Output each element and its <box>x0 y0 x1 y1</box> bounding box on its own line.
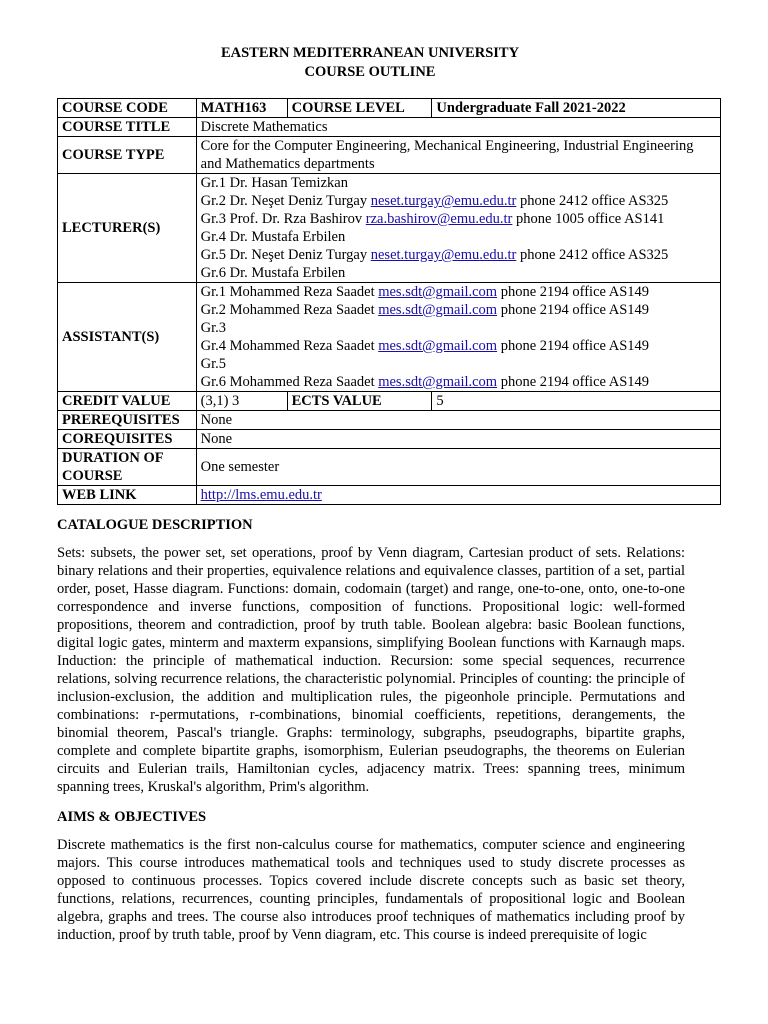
course-type-value <box>196 137 720 174</box>
row-course-title <box>58 118 721 137</box>
ects-value: 5 <box>432 392 721 411</box>
aims-heading: AIMS & OBJECTIVES <box>57 809 207 825</box>
course-outline-table <box>57 98 721 505</box>
assistants-label: ASSISTANT(S) <box>58 283 197 392</box>
lecturer-name: Gr.2 Dr. Neşet Deniz Turgay <box>200 193 371 209</box>
row-lecturers <box>58 174 721 283</box>
credit-value: (3,1) 3 <box>196 392 287 411</box>
lecturer-contact: phone 2412 office AS325 <box>516 247 669 263</box>
row-credit-value <box>58 392 721 411</box>
catalogue-text: Sets: subsets, the power set, set operations, proof by Venn diagram, Cartesian product of sets. Relations: binary relations and their properties, equivalence relations and equivalence classes, partition of a set, partial order, poset, Hasse diagram. Functions: domain, codomain (target) and range, one-to-one, onto, one-to-one correspondence and inverse functions, composition of functions. Propositional logic: well-formed propositions, theorem and contradiction, proof by truth table. Boolean algebra: basic Boolean functions, digital logic gates, minterm and maxterm expansions, simplifying Boolean functions with Karnaugh maps. Induction: the principle of mathematical induction. Recursion: some special sequences, recurrence relations, solving recurrence relations, the characteristic polynomial. Principles of counting: the principle of inclusion-exclusion, the addition and multiplication rules, the pigeonhole principle. Permutations and combinations: r-permutations, r-combinations, binomial coefficients, repetitions, derangements, the binomial theorem, Pascal's triangle. Graphs: terminology, subgraphs, pseudographs, bipartite graphs, complete and complete bipartite graphs, isomorphism, Eulerian pseudographs, the theorems on Eulerian circuits and Eulerian trails, Hamiltonian cycles, adjacency matrix. Trees: spanning trees, minimum spanning trees, Kruskal's algorithm, Prim's algorithm. <box>57 545 685 795</box>
course-type-line: and Mathematics departments <box>200 156 375 172</box>
lecturer-name: Gr.3 Prof. Dr. Rza Bashirov <box>200 211 366 227</box>
assistant-email-link[interactable]: mes.sdt@gmail.com <box>378 302 498 318</box>
web-link-label: WEB LINK <box>58 486 197 505</box>
assistants-list <box>196 283 720 392</box>
course-code-label: COURSE CODE <box>58 99 197 118</box>
assistant-name: Gr.5 <box>200 356 227 372</box>
row-course-type <box>58 137 721 174</box>
lecturer-name: Gr.6 Dr. Mustafa Erbilen <box>200 265 346 281</box>
lecturer-email-link[interactable]: rza.bashirov@emu.edu.tr <box>365 211 513 227</box>
assistant-email-link[interactable]: mes.sdt@gmail.com <box>378 374 498 390</box>
lecturer-name: Gr.1 Dr. Hasan Temizkan <box>200 175 348 191</box>
assistant-contact: phone 2194 office AS149 <box>497 284 650 300</box>
assistant-entry <box>201 355 716 373</box>
duration-label <box>58 449 197 486</box>
assistant-name: Gr.6 Mohammed Reza Saadet <box>200 374 379 390</box>
course-level-value: Undergraduate Fall 2021-2022 <box>432 99 721 118</box>
assistant-name: Gr.3 <box>200 320 227 336</box>
row-duration <box>58 449 721 486</box>
ects-value-label: ECTS VALUE <box>287 392 432 411</box>
row-corequisites <box>58 430 721 449</box>
prerequisites-label: PREREQUISITES <box>58 411 197 430</box>
assistant-email-link[interactable]: mes.sdt@gmail.com <box>378 338 498 354</box>
lecturer-entry <box>201 264 716 282</box>
course-type-line: Core for the Computer Engineering, Mechanical Engineering, Industrial Engineering <box>200 138 694 154</box>
course-type-label: COURSE TYPE <box>58 137 197 174</box>
assistant-contact: phone 2194 office AS149 <box>497 374 650 390</box>
assistant-entry <box>201 319 716 337</box>
document-title: COURSE OUTLINE <box>304 64 436 80</box>
aims-section <box>57 808 685 944</box>
corequisites-value: None <box>196 430 720 449</box>
course-title-value: Discrete Mathematics <box>196 118 720 137</box>
web-link[interactable]: http://lms.emu.edu.tr <box>200 487 322 503</box>
assistant-contact: phone 2194 office AS149 <box>497 338 650 354</box>
assistant-entry <box>201 337 716 355</box>
lecturer-name: Gr.4 Dr. Mustafa Erbilen <box>200 229 346 245</box>
row-assistants <box>58 283 721 392</box>
lecturer-entry <box>201 228 716 246</box>
assistant-entry <box>201 301 716 319</box>
university-name: EASTERN MEDITERRANEAN UNIVERSITY <box>220 45 520 61</box>
credit-value-label: CREDIT VALUE <box>58 392 197 411</box>
catalogue-heading: CATALOGUE DESCRIPTION <box>57 517 253 533</box>
assistant-name: Gr.1 Mohammed Reza Saadet <box>200 284 379 300</box>
lecturer-email-link[interactable]: neset.turgay@emu.edu.tr <box>370 247 517 263</box>
duration-label-line: COURSE <box>62 468 123 484</box>
aims-text: Discrete mathematics is the first non-calculus course for mathematics, computer science and engineering majors. This course introduces mathematical tools and techniques used to study discrete processes as opposed to continuous processes. Topics covered include discrete concepts such as basic set theory, functions, relations, recurrences, counting principles, fundamentals of propositional logic and Boolean algebra, graphs and trees. The course also introduces proof techniques of mathematics including proof by induction, proof by truth table, proof by Venn diagram, etc. This course is indeed prerequisite of logic <box>57 837 685 943</box>
prerequisites-value: None <box>196 411 720 430</box>
document-header <box>0 44 740 82</box>
web-link-cell <box>196 486 720 505</box>
row-web-link <box>58 486 721 505</box>
row-prerequisites <box>58 411 721 430</box>
duration-label-line: DURATION OF <box>62 450 164 466</box>
row-course-code <box>58 99 721 118</box>
lecturer-contact: phone 2412 office AS325 <box>516 193 669 209</box>
lecturer-entry <box>201 246 716 264</box>
lecturers-label: LECTURER(S) <box>58 174 197 283</box>
assistant-name: Gr.2 Mohammed Reza Saadet <box>200 302 379 318</box>
lecturer-contact: phone 1005 office AS141 <box>512 211 665 227</box>
corequisites-label: COREQUISITES <box>58 430 197 449</box>
lecturer-entry <box>201 192 716 210</box>
assistant-contact: phone 2194 office AS149 <box>497 302 650 318</box>
course-title-label: COURSE TITLE <box>58 118 197 137</box>
assistant-entry <box>201 283 716 301</box>
lecturers-list <box>196 174 720 283</box>
lecturer-entry <box>201 210 716 228</box>
course-code-value: MATH163 <box>196 99 287 118</box>
lecturer-email-link[interactable]: neset.turgay@emu.edu.tr <box>370 193 517 209</box>
lecturer-name: Gr.5 Dr. Neşet Deniz Turgay <box>200 247 371 263</box>
duration-value: One semester <box>196 449 720 486</box>
assistant-email-link[interactable]: mes.sdt@gmail.com <box>378 284 498 300</box>
lecturer-entry <box>201 174 716 192</box>
course-level-label: COURSE LEVEL <box>287 99 432 118</box>
catalogue-section <box>57 516 685 796</box>
assistant-entry <box>201 373 716 391</box>
assistant-name: Gr.4 Mohammed Reza Saadet <box>200 338 379 354</box>
